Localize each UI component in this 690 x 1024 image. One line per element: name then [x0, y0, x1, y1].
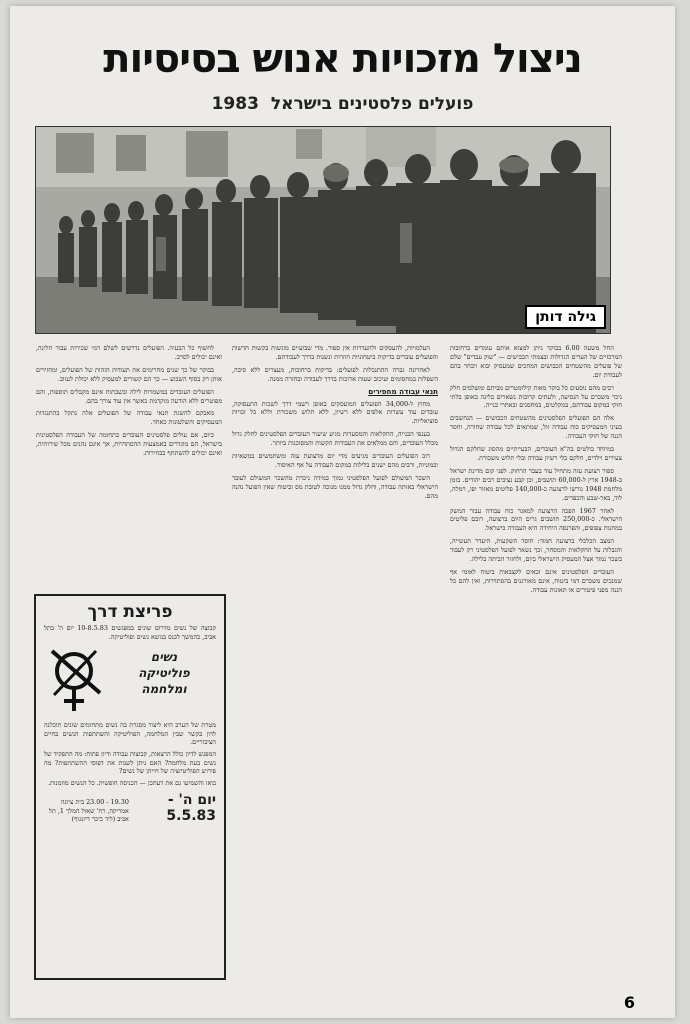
headline: ניצול מזכויות אנוש בסיסיות	[103, 36, 582, 82]
paragraph: השכר המשולם לפועל הפלסטיני נמוך במידה ניכרת מהשכר המשולם לעובד הישראלי באותה עבודה, וחלק גדול ממנו מנוכה לטובת מס וביטוח שאין הפועל נהנה מהם.	[232, 473, 438, 500]
paragraph: לחשוף כל הבעיה. הפועלים נדרשים לשלם דמי שכירות עבור הלינה, ואינם יכולים לסרב.	[36, 344, 222, 361]
paragraph: במיוחד בולטים בה"א העובדים, הבעייתיים מהסוג שחלקם הגדול צעירים וילדים, חלקם בלי רשיון עבודה ובלי תלוש משכורת.	[450, 445, 622, 462]
article-column-left	[36, 344, 222, 579]
paragraph: מטרת של הערב היא ליצור מסגרת בה נשים מתחומים שונים תוכלנה לדון בקשר שבין המלחמה, הפוליטיקה והשתתפות הנשים בחיים הציבוריים.	[44, 721, 216, 747]
paragraph: בבוקר של כך שנים מחרימים את תעודות הזהות של הפועלים, ומחזירים אותן רק בסוף השבוע — כך הם קשורים למעסיק ללא יכולת לעזוב.	[36, 365, 222, 383]
page-number: 6	[623, 993, 635, 1012]
photo-credit: גילה דותן	[525, 305, 606, 329]
event-when	[36, 790, 224, 826]
event-box	[34, 594, 226, 980]
event-time-place: 19.30 - 23.00 בית ציונה אמריקה, רח' שאול המלך 1, תל אביב (ליד כיכר דיזנגוף)	[48, 798, 129, 824]
paragraph: המפגש לדיון כולל הרצאות, קבוצות עבודה ודיון פתוח: מה התפקיד של נשים בעת מלחמה? האם ניתן לשנות את דפוסי ההשתתפות? מה פירוש הפוליטיזציה של חייהן של נשים?	[44, 749, 216, 776]
event-logo-text	[116, 649, 212, 697]
paragraph: לאחר 1967 הפכה הרצועה למאגר כוח עבודה עבור המשק הישראלי. כ-250,000 תושבים גרים היום ברצועה, רובם פליטים במחנות צפופים, והפרנסה היחידה היא העבודה בישראל.	[450, 506, 622, 533]
newspaper-page	[10, 6, 675, 1018]
event-box-info: קבוצה של נשים מדרום שונים במפגשים 10-8.5.83 יום ה' בתל אביב, כהמשך לכנס בנושא נשים ופוליטיקה.	[44, 624, 216, 641]
paragraph: לאחרונה גברה ההתנכלות לפועלים: בדיקות ברחובות, מעצרים ללא סיבה, השפלות במחסומים ועיכוב שעות ארוכות בדרך לעבודה ובחזרה ממנה.	[232, 365, 438, 383]
paragraph: רבים מהם נוסעים כל בוקר מאות קילומטרים מביתם ומשלמים חלק ניכר משכרם על הנסיעה, ולעתים קרובות נשארים בלינה באופן בלתי חוקי במקום עבודתם, במקלטים, במחסנים ובאתרי בנייה.	[450, 383, 622, 410]
paragraph: ספור רצועת עזה מתחיל עוד בעבר הרחוק. לפני קום מדינת ישראל ב-1948 ארץ ל-60,000 תושבים, וכן קבע נציבים רבים יהודים. בזמן מלחמת 1948 גורשו לרצועה כ-140,000 פליטים מאזור יפו, רמלה, לוד, באר-שבע והכפרים.	[450, 466, 622, 502]
article-column-middle	[232, 344, 438, 920]
section-title: תנאי עבודה מחפירים	[368, 386, 438, 396]
photo-illustration	[36, 127, 610, 333]
paragraph: בענפי הבנייה, החקלאות והמסעדות מגיע שיעור העובדים הפלסטינים לחלק גדול מכלל העובדים, והם ממלאים את העבודות הקשות והמסוכנות ביותר.	[232, 430, 438, 448]
paragraph: רוב הפועלים העובדים מגיעים מדי יום מרצועת עזה ומשתמשים במשאיות ובמוניות, ורבים מהם ישנים בלילות במקום העבודה על אף האיסור.	[232, 452, 438, 469]
logo-line: ומלחמה	[141, 682, 187, 697]
paragraph: בואו והשמיעו גם את דעתכן — הכניסה חופשית. כל הנשים מוזמנות.	[47, 778, 216, 787]
women-symbol-icon	[46, 645, 108, 715]
paragraph: מאבקם להשגת תנאי עבודה של הפועלים אלה נתקל בהתנגדות המעסיקים והשלטונות כאחד.	[36, 409, 222, 427]
paragraph: הפועלים העובדים במשמרות לילה ובשבתות אינם מקבלים תוספות, והם מפוטרים ללא הודעה מוקדמת כאשר אין עוד צורך בהם.	[36, 387, 222, 405]
logo-line: פוליטיקה	[138, 666, 190, 681]
event-box-body	[36, 721, 224, 787]
workers-photo	[35, 126, 611, 334]
subhead-text: פועלים פלסטינים בישראל	[270, 94, 474, 114]
subhead	[10, 94, 675, 114]
event-day: יום ה' - 5.5.83	[166, 792, 216, 825]
event-logo	[44, 645, 216, 717]
paragraph: העובדים הפלסטינים אינם זכאים לקצבאות ביטוח לאומי אף שמנכים משכרם דמי ביטוח, אינם מאורגנים בהסתדרות, ואין להם כל הגנה מפני פיטורים או תאונות עבודה.	[450, 567, 622, 594]
paragraph: אלה הם הפועלים הפלסטינים מהשטחים הכבושים — הנחשבים בעיני המעסיקים כוח עבודה זול, שמתאים לכל עבודה שחורה, וחסר הגנה של חוקי העבודה.	[450, 414, 622, 441]
paragraph: העלמויות, להעסקים ולהעדרות אין ספור. מדי שבועיים מוגשות בקשות חדשות והפועלים עוברים בדיקות ביטחוניות חוזרות ונשנות בדרך לעבודתם.	[232, 344, 438, 361]
paragraph: החל משעה 6.00 בבוקר ניתן למצוא אותם עומדים ברחובות המרכזיים של הערים הגדולות ובצמתי הכבישים — "שוק עבדים" שלם של פועלים מהשטחים הכבושים המחכים שמעסיק יבוא ויבחר בהם לעבודת יום.	[450, 344, 622, 379]
logo-line: נשים	[150, 650, 178, 665]
article-column-right	[450, 344, 622, 934]
paragraph: המצב הכלכלי ברצועה חמור: חוסר השקעות, היעדר תעשייה, והגבלות על החקלאות והמסחר, וכך נשאר לפועל הפלסטיני רק לעבוד בשכר נמוך אצל המעסיק הישראלי ביום, ולחזור הביתה בלילה.	[450, 537, 622, 564]
paragraph: כיום, אם עולים פלסטינים העובדים בתחומה של העבודה הפלסטינית בישראל, הם מוגדרים באמצעות ההסתדרות, אך אינם נהנים מכל שירותיה, ואינם יכולים להשתתף בבחירות.	[36, 431, 222, 458]
event-box-title: פריצת דרך	[87, 602, 173, 622]
subhead-year: 1983	[211, 94, 259, 114]
paragraph: מחוץ ל-34,000 הפועלים המועסקים באופן רשמי דרך לשכות התעסוקה, עובדים עוד עשרות אלפים ללא רשיון, ללא תלוש משכורת וללא כל זכויות סוציאליות.	[232, 399, 438, 426]
